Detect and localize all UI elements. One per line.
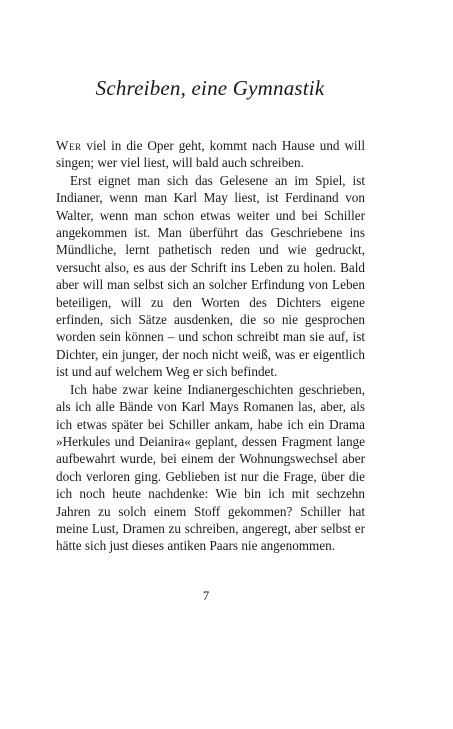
paragraph-2: Erst eignet man sich das Gelesene an im Spiel, ist Indianer, wenn man Karl May liest, ist Ferdinand von Walter, wenn man schon etwas weiter und bei Schiller angekommen ist. Man überführt das Geschriebene ins Mündliche, lernt pathetisch reden und wie gedruckt, versucht also, es aus der Schrift ins Leben zu holen. Bald aber will man selbst sich an solcher Erfindung von Leben beteiligen, will zu den Worten des Dichters eigene erfinden, sich Sätze ausdenken, die so nie gesprochen worden sein können – und schon schreibt man sie auf, ist Dichter, ein junger, der noch nicht weiß, was er eigentlich ist und auf welchem Weg er sich befindet. xyxy=(56,172,365,380)
chapter-title: Schreiben, eine Gymnastik xyxy=(95,76,325,100)
paragraph-3: Ich habe zwar keine Indianergeschichten geschrieben, als ich alle Bände von Karl Mays Romanen las, aber, als ich etwas später bei Schiller ankam, habe ich ein Drama »Herkules und Deianira« geplant, dessen Fragment lange aufbewahrt wurde, bei einem der Wohnungswechsel aber doch verloren ging. Geblieben ist nur die Frage, über die ich noch heute nachdenke: Wie bin ich mit sechzehn Jahren zu solch einem Stoff gekommen? Schiller hat meine Lust, Dramen zu schreiben, angeregt, aber selbst er hätte sich just dieses antiken Paars nie angenommen. xyxy=(56,381,365,554)
paragraph-1-text: viel in die Oper geht, kommt nach Hause und will singen; wer viel liest, will bald auch schreiben. xyxy=(56,138,365,171)
body-text xyxy=(56,137,365,555)
page-number: 7 xyxy=(202,588,210,603)
paragraph-1 xyxy=(56,137,365,172)
paragraph-lead-word: Wer xyxy=(56,138,82,153)
